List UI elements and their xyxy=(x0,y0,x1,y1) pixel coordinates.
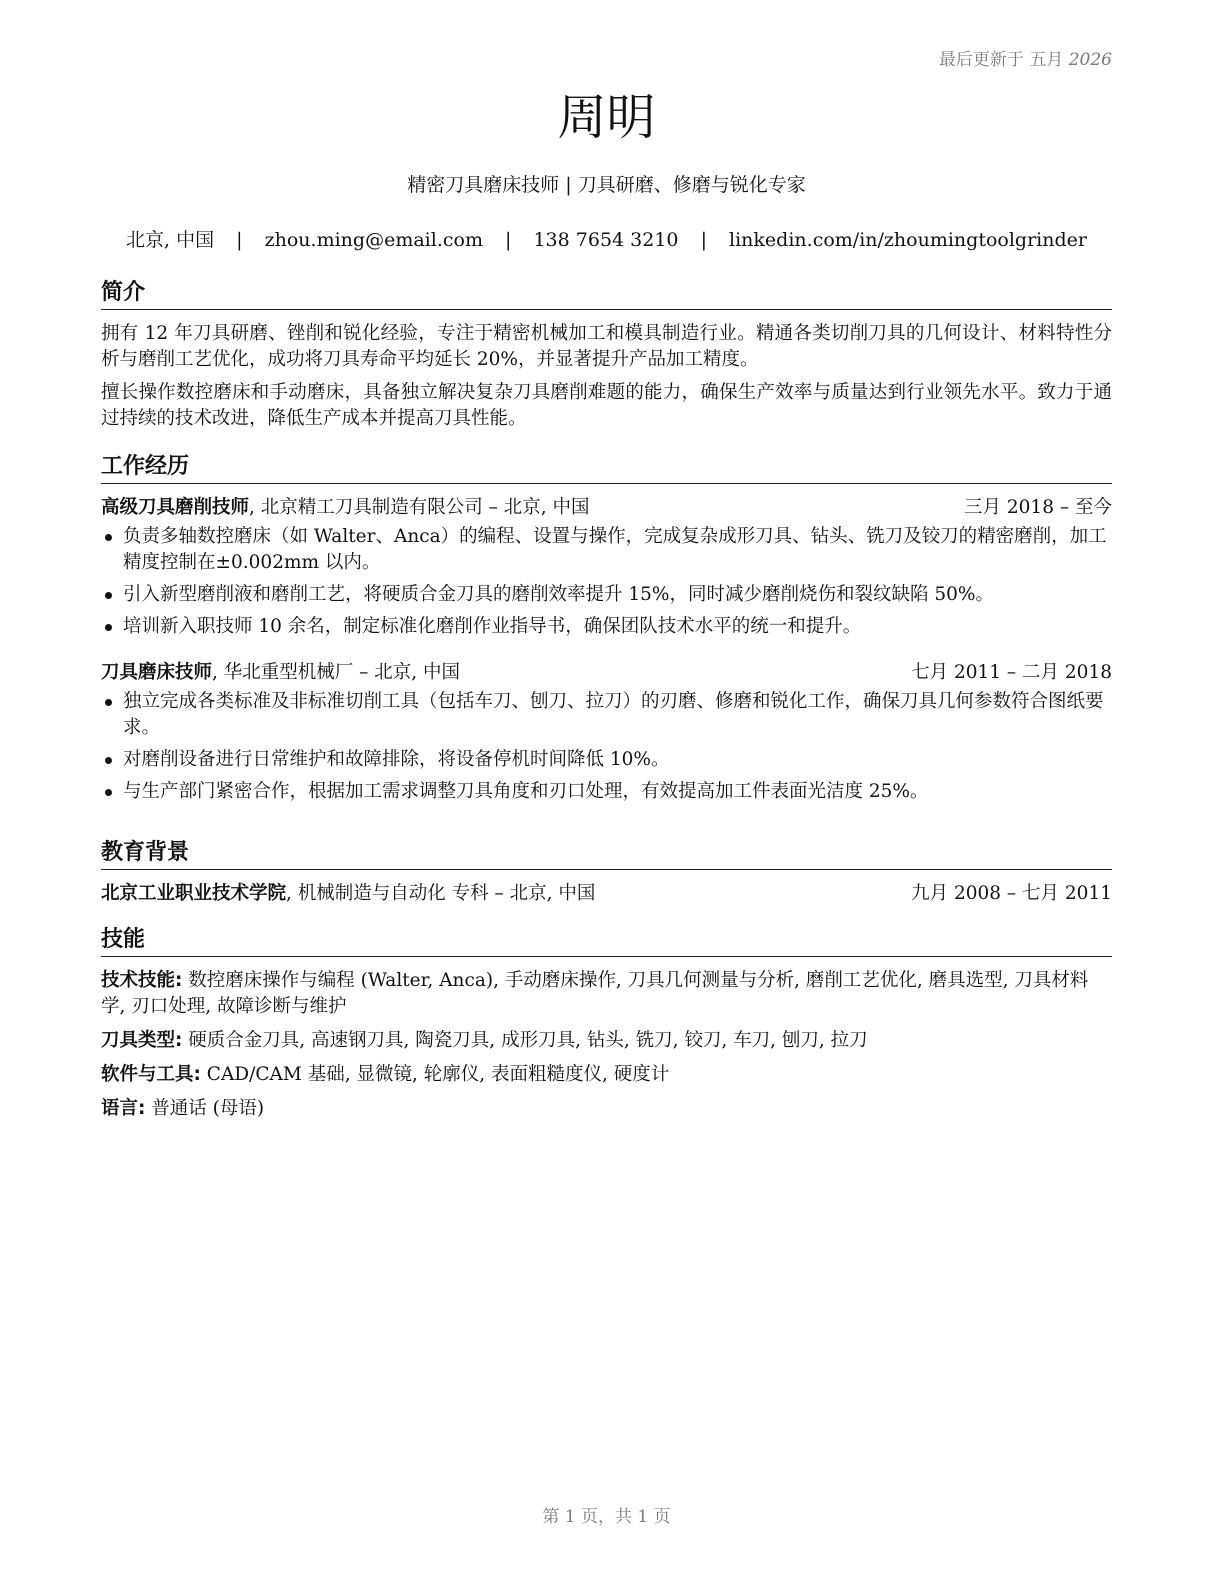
job-entry xyxy=(101,495,1112,640)
job-bullet: 负责多轴数控磨床（如 Walter、Anca）的编程、设置与操作，完成复杂成形刀具、钻头、铣刀及铰刀的精密磨削，加工精度控制在±0.002mm 以内。 xyxy=(101,524,1112,576)
summary-paragraph: 拥有 12 年刀具研磨、锉削和锐化经验，专注于精密机械加工和模具制造行业。精通各类切削刀具的几何设计、材料特性分析与磨削工艺优化，成功将刀具寿命平均延长 20%，并显著提升产品加工精度。 xyxy=(101,323,1112,370)
last-updated: 最后更新于 五月 2026 xyxy=(938,50,1112,70)
job-role: 高级刀具磨削技师 xyxy=(101,497,250,518)
contact-separator: | xyxy=(236,229,243,251)
skill-line xyxy=(101,968,1112,1020)
job-bullets xyxy=(101,689,1112,805)
section-title-education: 教育背景 xyxy=(101,838,1112,870)
skill-value: 数控磨床操作与编程 (Walter, Anca), 手动磨床操作, 刀具几何测量与分析, 磨削工艺优化, 磨具选型, 刀具材料学, 刃口处理, 故障诊断与维护 xyxy=(101,970,1089,1017)
contact-separator: | xyxy=(700,229,707,251)
contact-separator: | xyxy=(505,229,512,251)
skill-label: 技术技能: xyxy=(101,970,183,991)
education-detail: , 机械制造与自动化 专科 – 北京, 中国 xyxy=(286,883,596,904)
page-number: 第 1 页，共 1 页 xyxy=(542,1507,671,1527)
education-school: 北京工业职业技术学院 xyxy=(101,883,287,904)
contact-phone[interactable]: 138 7654 3210 xyxy=(533,229,679,251)
skill-label: 刀具类型: xyxy=(101,1030,183,1051)
job-bullet: 引入新型磨削液和磨削工艺，将硬质合金刀具的磨削效率提升 15%，同时减少磨削烧伤和裂纹缺陷 50%。 xyxy=(101,582,1112,608)
contact-linkedin[interactable]: linkedin.com/in/zhoumingtoolgrinder xyxy=(729,229,1087,251)
contact-location: 北京, 中国 xyxy=(126,229,215,251)
job-role: 刀具磨床技师 xyxy=(101,662,213,683)
job-header xyxy=(101,660,1112,686)
education-section xyxy=(101,838,1112,907)
job-bullet: 培训新入职技师 10 余名，制定标准化磨削作业指导书，确保团队技术水平的统一和提升。 xyxy=(101,614,1112,640)
skill-value: 硬质合金刀具, 高速钢刀具, 陶瓷刀具, 成形刀具, 钻头, 铣刀, 铰刀, 车刀, 刨刀, 拉刀 xyxy=(182,1030,868,1051)
headline: 精密刀具磨床技师 | 刀具研磨、修磨与锐化专家 xyxy=(407,174,806,196)
summary-section xyxy=(101,278,1112,439)
skill-value: 普通话 (母语) xyxy=(145,1098,265,1119)
skill-line xyxy=(101,1028,1112,1054)
experience-section xyxy=(101,452,1112,811)
section-title-experience: 工作经历 xyxy=(101,452,1112,484)
resume-page xyxy=(101,0,1112,1584)
job-org: , 北京精工刀具制造有限公司 – 北京, 中国 xyxy=(249,497,590,518)
section-title-summary: 简介 xyxy=(101,278,1112,310)
last-updated-year: 2026 xyxy=(1068,50,1112,70)
contact-email[interactable]: zhou.ming@email.com xyxy=(264,229,483,251)
candidate-name: 周明 xyxy=(557,89,656,146)
skill-value: CAD/CAM 基础, 显微镜, 轮廓仪, 表面粗糙度仪, 硬度计 xyxy=(200,1064,670,1085)
job-entry xyxy=(101,660,1112,805)
job-org: , 华北重型机械厂 – 北京, 中国 xyxy=(212,662,461,683)
job-dates: 七月 2011 – 二月 2018 xyxy=(911,662,1112,683)
job-header xyxy=(101,495,1112,521)
education-entry xyxy=(101,881,1112,907)
job-bullet: 与生产部门紧密合作，根据加工需求调整刀具角度和刃口处理，有效提高加工件表面光洁度 25%。 xyxy=(101,779,1112,805)
skill-line xyxy=(101,1096,1112,1122)
job-bullet: 独立完成各类标准及非标准切削工具（包括车刀、刨刀、拉刀）的刃磨、修磨和锐化工作，确保刀具几何参数符合图纸要求。 xyxy=(101,689,1112,741)
job-bullet: 对磨削设备进行日常维护和故障排除，将设备停机时间降低 10%。 xyxy=(101,747,1112,773)
skill-label: 语言: xyxy=(101,1098,146,1119)
job-dates: 三月 2018 – 至今 xyxy=(964,497,1112,518)
job-bullets xyxy=(101,524,1112,640)
skill-line xyxy=(101,1062,1112,1088)
skill-label: 软件与工具: xyxy=(101,1064,201,1085)
education-dates: 九月 2008 – 七月 2011 xyxy=(911,883,1112,904)
skills-section xyxy=(101,925,1112,1130)
summary-paragraph: 擅长操作数控磨床和手动磨床，具备独立解决复杂刀具磨削难题的能力，确保生产效率与质量达到行业领先水平。致力于通过持续的技术改进，降低生产成本并提高刀具性能。 xyxy=(101,382,1112,429)
contact-line xyxy=(101,225,1112,252)
section-title-skills: 技能 xyxy=(101,925,1112,957)
